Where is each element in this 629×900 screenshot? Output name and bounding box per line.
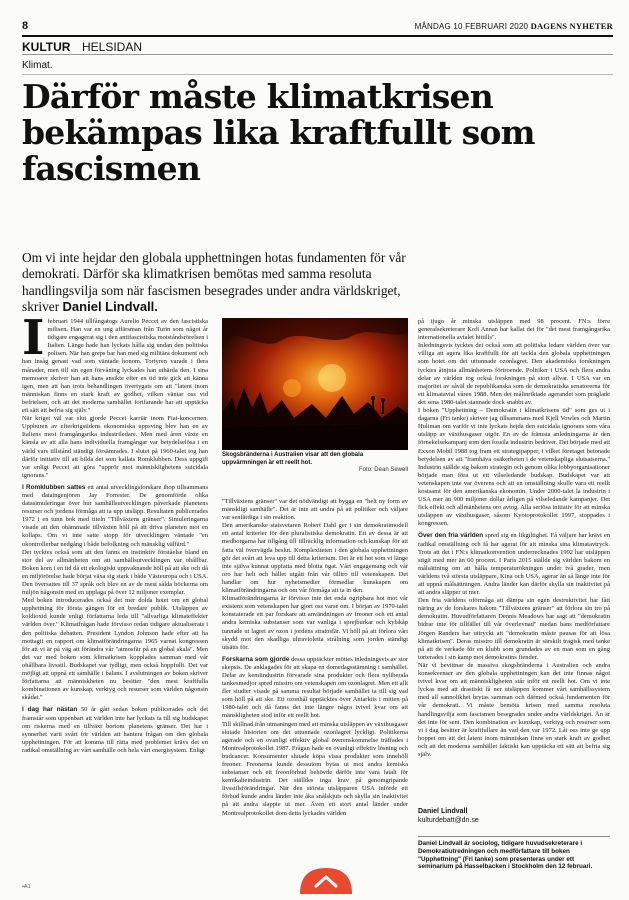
paragraph: Till skillnad från utmaningen med att minska utsläppen av växthusgaser slutade historien om det uttunnade ozonlagret lyckligt. Politikerna agerade och en ovanligt effektiv global överenskommelse träffades i Montrealprotokollet 1987. Frågan hade en ovanligt effektiv lösning och budcancer. Konsumenter slutade köpa vissa produkter som innehöll freoner. Freonerna kunde dessutom bytas ut mot andra kemiska substanser och ett freonförbud behövde därför inte vara fatalt för kemikalieindustrin. Det ställdes inga krav på genomgripande livsstilsförändringar. När den största utsläpparen USA införde ett förbud kunde andra länder inte åka snålskjuts och skylla sin inaktivitet på att andra slappte ut mer. Även ett stort antal länder under Montrealprotokollet dom detta lyckades världen: [222, 720, 408, 817]
page-number: 8: [22, 20, 29, 32]
paragraph: När kriget väl var slut gjorde Peccei karriär inom Fiat-koncernen. Uppburen av efterkrigstidens ekonomiska uppsving blev han en av Italiens mest framgångsrika industriledare. Men med åren växte en känsla av att alla hans individuella framgångar var betydelselösa i en värld vars tillstånd ständigt försämrades. I slutet på 1960-talet tog han därför initiativ till att bilda det som kallats Romklubben. Dess uppgift var enligt Peccei att göra "upprör mot människlighetens suicidala ignorans.": [22, 415, 208, 479]
ingress-author: Daniel Lindvall.: [62, 299, 158, 315]
paragraph: I dag har nästan 50 år gått sedan boken publicerades och det framstår som uppenbart att världen inte har lyckats ta till sig budskapet om riskerna med en tillväxt bortom planetens gränser. Det har i synnerhet varit svårt för världen att hantera frågan om den globala upphettningen. För att komma till rätta med problemet krävs det en radikal omställning av vårt samhälle och hela vårt energisystem. Enligt: [22, 706, 208, 754]
paragraph-lead: Över den fria världen: [418, 532, 484, 540]
section-bar: [22, 35, 613, 52]
article-column-3: [418, 318, 610, 759]
paragraph: Över den fria världen spred sig en likgiltighet. Få väljare har krävt en radikal omställning och få har agerat för att minska sina klimatavtryck. Trots att det i FN:s klimatkonvention underrecknades 1992 har utsläppen stigit med mer än 60 procent. I Paris 2015 ställde sig världen bakom en målsättning om att hålla temperaturökningen under två grader, men världens två största utsläppare, Kina och USA, agerar än så länge inte för att uppnå målsättningen. Andra länder kan därför skylla sin inaktivitet på att andra släpper ut mer.: [418, 532, 610, 597]
caption-text: Skogsbränderna i Australien visar att den globala uppvärmningen är ett reellt hot.: [222, 452, 364, 466]
chevron-up-icon: [300, 868, 352, 894]
paragraph: I Romklubben sattes ett antal utvecklingsforskare ihop tillsammans med dataingenjören Jay Forrester. De genomförde olika datasimuleringar över hur samhällsutvecklingen påverkade planetens resurser och jordens förmåga att ta upp utsläpp. Resultaten publicerades 1972 i en tunn bok med titeln "Tillväxtens gränser". Simuleringarna visade att den ohämmade tillväxten höll på att driva planeten mot en kollaps. Om vi inte satte stopp för utvecklingen väntade "en okontrollerbar nedgång i både befolkning och mänsklig välfärd.": [22, 483, 208, 548]
drop-cap: I: [22, 310, 45, 366]
masthead: [415, 21, 613, 31]
photo-credit: Foto: Dean Sewell: [358, 467, 408, 474]
wildfire-image: [222, 318, 408, 450]
paragraph: "Tillväxtens gränser" var det nödvändigt att bygga en "helt ny form av mänskligt samhälle". Det är inte att undra på att politiker och väljare var senfärdiga i sin reaktion.: [222, 498, 408, 522]
author-info-box: Daniel Lindvall är sociolog, tidigare huvudsekreterare i Demokratiutredningen och medförfattare till boken "Upphettning" (Fri tanke) som presenteras under ett seminarium på Hasselbacken i Stockholm den 12 februari.: [418, 836, 610, 882]
page-header: [22, 20, 613, 34]
ingress: [22, 250, 432, 316]
signature-email: kulturdebatt@dn.se: [418, 816, 479, 824]
article-column-1: [22, 310, 208, 755]
paragraph: Den fria världens oförmåga att dämpa sin egen destruktivitet har fått näring av de forskares hakom "Tillväxtens gränser" att förlora sin tro på demokratin. Huvudförfattaren Dennis Meadows har sagt att "demokratin bidrar inte för tillfället till vår överlevnad" medan hans medförfattare Jörgen Randers har uttryckt att "demokratin måste pausas för att lösa klimatkrisen". Deras misstro till demokratin är särskilt tragisk med tanke på att de verkade för en klubb som grundades av en man som en gång torterades i sin kamp mot demokratins fiender.: [418, 597, 610, 661]
paragraph: I boken "Upphettning – Demokratin i klimatkrisens tid" som ges ut i dagarna (Fri tanke) skriver jag tillsammans med Kjell Vowles och Martin Hultman om varför vi inte lyckats hejda den suicidala ignorans som våra utsläpp av växthusgaser utgör. En av de främsta anledningarna är den förnekelsekampanj som den fossila industrin bedriver. Det började med att Exxon Mobil 1988 tog fram ett strategipapper, i vilket företaget betonade betydelsen av att "framhäva osäkerheten i de vetenskapliga slutsatserna." Industrin ställde sig bakom strategin och genom olika lobbyorganisationer började man föra ut ett vilseledande budskap. Budskapet var att vetenskapen inte var överens och att en omställning skulle vara ett reellt kostsamt för den amerikanska ekonomin. Under 2000-talet la industrin i USA mer än 900 miljoner dollar årligen på vilseledande kampanjer. Det fick effekt och allmänhetens oro avtog. Alla seriösa initiativ för att minska utsläppen av växthusgaser, såsom Kyotoprotokollet 1997, stoppades i kongressen.: [418, 407, 610, 528]
signature: [418, 808, 610, 825]
article-column-2: [222, 498, 408, 818]
wildfire-photo: [222, 318, 408, 450]
paragraph: Klimatförändringarna är förvisso inte det enda ogripbara hot mot vår existens som vetenskapen har gjort oss varse om. I början av 1970-talet konstaterade ett par forskare att användningen av freoner och ett antal andra kemiska substanser som var vanliga i sprejburkar och kylskåp tunnade ut lagret av ozon i jordens stratosfär. Vi höll på att förlora vårt skydd mot den skadliga ultravioletta strålning som jorden ständigt utsätts för.: [222, 595, 408, 651]
masthead-paper: DAGENS NYHETER: [530, 21, 613, 31]
paragraph: Den amerikanske statsvetaren Robert Dahl ger i sin demokratimodell ett antal kriterier för den pluralistiska demokratin. Ett av dessa är att medborgarna har tillgång till tillräcklig information och kunskap för att fatta väl övervägda beslut. Komplexiteten i den globala upphettningen gör det svårt att leva upp till detta kriterium. Det är ett hot som vi länge inte själva kunnat uppfatta med blotta ögat. Vårt engagemang och vår oro har helt och hållet utgått från vår tilltro till vetenskapen. Det handlar om hur nyhetsmedier förmedlar kunskapen om klimatförändringarna och om vår förmåga att ta in den.: [222, 522, 408, 595]
masthead-date: MÅNDAG 10 FEBRUARI 2020: [414, 22, 529, 31]
divider: [22, 54, 613, 55]
page-code: •A1: [22, 884, 31, 890]
paragraph-lead: I Romklubben sattes: [22, 483, 86, 491]
section-subname: HELSIDAN: [82, 40, 143, 54]
scroll-up-button[interactable]: [300, 868, 352, 894]
paragraph-lead: I dag har nästan: [22, 706, 78, 714]
paragraph: När vi bevittnar de massiva skogsbränderna i Australien och andra konsekvenser av den globala upphettningen kan det inte finnas något tvivel kvar om att människligheten står inför ett reellt hot. Om vi inte lyckas med att drastiskt få ner utsläppen kommer vårt samhällssystem med all sannolikhet brytas samman och därmed också fundamenten för vår demokrati. Vi måste bemöta krisen med samma resoluta handlingsvilja som fascismen besegrades under andra världskriget. Än är det inte för sent. Den kombination av kunskap, verktyg och resurser som vi i dag besitter är kraftfullare än vad den var 1972. Låt oss inte ge upp hoppet om att det latent inom människan finns en stark kraft av godhet och att det moderna samhället faktiskt kan upptäcka ett sätt att befria sig själv.: [418, 661, 610, 758]
paragraph: Det tycktes också som att den fanns en instinktiv förståelse bland en stor del av allmänheten om att samhällsutvecklingen var ohållbar. Boken kom i en tid då ett ekologiskt uppvaknande höll på att ske och då en miljörörelse hade börjat växa sig stark i både Västeuropa och i USA. Den översattes till 37 språk och blev en av de mest sålda böckerna om miljön någonsin med en upplaga på över 12 miljoner exemplar.: [22, 548, 208, 597]
ingress-text: Om vi inte hejdar den globala upphettningen hotas fundamenten för vår demokrati. Därför ska klimatkrisen bemötas med samma resoluta handlingsvilja som när fascismen besegrades under andra världskriget, skriver: [22, 250, 406, 315]
paragraph: Inledningsvis tycktes det också som att politiska ledare världen över var villiga att agera lika kraftfullt för att tackla den globala upphettningen som hotet om det uttunnade ozonlagret. Den akademiska forskningen tycktes åtnjuta allmänhetens förtroende. Politiker i USA och flera andra delar av världen tog också forskningen på stort allvar. I USA var en majoritet av såväl de republikanska som de demokratiska senatorerna för ett klimatavtal våren 1988. Men det målinriktade agerandet som präglade det sena 1980-talet stannade dock snabbt av.: [418, 342, 610, 406]
signature-name: Daniel Lindvall: [418, 808, 468, 815]
divider: [22, 74, 613, 75]
section-name: KULTUR: [22, 40, 71, 54]
paragraph: Ifebruari 1944 tillfångatogs Aurelio Peccei av den fascistiska milisen. Han var en ung affärsman från Turin som något år tidigare engagerat sig i den antifascistiska motståndsrörelsen i Italien. Länge hade han lyckats hålla sig undan den politiska polisen. När han greps bar han med sig militära dokument och han insåg genast vad som väntade honom. Tortyren varade i flera månader, men till sin egen förvåning lyckades han uthärda den. I sina memoarer skriver han att hans ansikte efter en tid inte gick att känna igen, men att han trots behandlingen övertygats om att "latent inom människan finns en stark kraft av godhet, vilken väntar oss vid befrielsen, och att det moderna samhället fortfarande har att upptäcka ett sätt att befria sig själv.": [22, 310, 208, 415]
paragraph: på tjugo år minska utsläppen med 98 procent. FN:s förre generalsekreterare Kofi Annan har kallat det för "det mest framgångsrika internationella avtalet hittills".: [418, 318, 610, 342]
kicker: Klimat.: [22, 60, 53, 71]
paragraph: Forskarna som gjorde dessa upptäckter möttes inledningsvis av stor skepsis. De anklagades för att skapa en domedagsstämning i samhället. Delar av kemiindustrin förvarade sina produkter och flera nyliberala tankesmedjor spred misstro om vetenskapen om ozonlagret. Men ett allt fler studier visade på samma resultat började samhället ta till sig vad som höll på att ske. Ett ozonhål upptäcktes över Antarktis i mitten på 1980-talet och då fanns det inte längre några tvivel kvar om att mänskligheten stod inför ett reellt hot.: [222, 655, 408, 720]
headline: Därför måste klimatkrisen bekämpas lika kraftfullt som fascismen: [22, 77, 535, 188]
paragraph-lead: Forskarna som gjorde: [222, 655, 290, 663]
photo-caption: [222, 452, 408, 475]
paragraph: Med boken introducerades också det mer dolda hotet om en global upphettning för första gången för en bredare publik. Utsläppen av koldioxid kunde enligt författarna leda till "allvarliga klimateffekter världen över." Klimatfrågan hade förvisso redan tidigare aktualiserats i den politiska debatten. President Lyndon Johnson hade efter att ha mottagit en rapport om klimatförändringarna 1965 varnat kongressen för att vi är på väg att förändra vår "atmosfär på en global skala". Men det var med boken som klimatkrisen kopplades samman med vår ohållbara livsstil. Budskapet var tydligt, men också hoppfullt. Det var möjligt att uppnå ett samhälle i balans. I avslutningen av boken skriver författarna att människheten nu besitter "den mest kraftfulla kombinationen av kunskap, verktyg och resurser som världen någonsin skådat.": [22, 597, 208, 702]
